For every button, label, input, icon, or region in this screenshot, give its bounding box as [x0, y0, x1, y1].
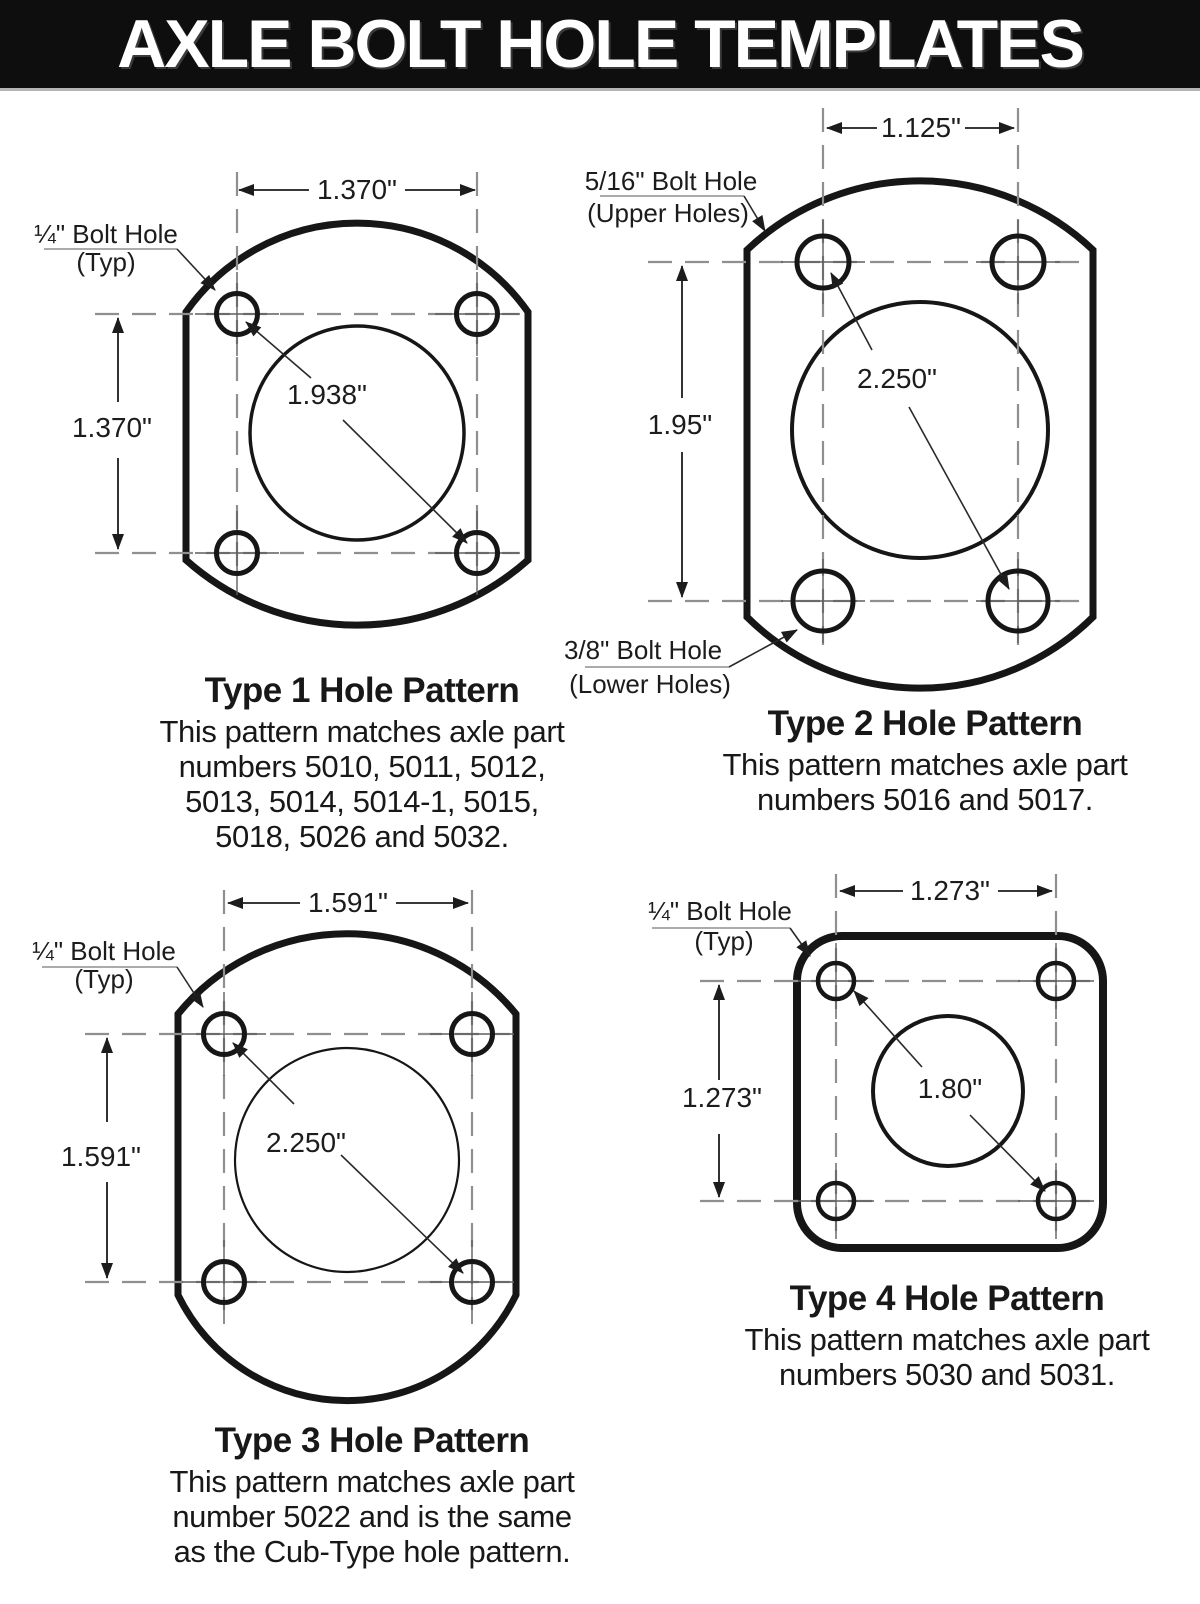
type4-diagonal-dimension: 1.80" [917, 1073, 983, 1104]
type4-bolt-hole-label: ¼" Bolt Hole [648, 896, 792, 926]
type2-height-dimension: 1.95" [647, 409, 713, 440]
type1-bolt-hole-label-typ: (Typ) [76, 247, 136, 277]
type3-desc-line: This pattern matches axle part [169, 1464, 575, 1499]
type2-upper-hole-label-sub: (Upper Holes) [587, 198, 749, 228]
type4-title: Type 4 Hole Pattern [789, 1279, 1105, 1318]
type3-caption [122, 1421, 622, 1569]
page-header [0, 0, 1200, 91]
type2-width-dimension: 1.125" [880, 112, 962, 143]
type4-caption [697, 1279, 1197, 1392]
type3-width-dimension: 1.591" [307, 887, 389, 918]
type2-lower-hole-label-sub: (Lower Holes) [569, 669, 731, 699]
type4-width-dimension: 1.273" [909, 875, 991, 906]
type1-diagonal-dimension: 1.938" [286, 379, 368, 410]
type2-center-circle [792, 302, 1048, 558]
type4-diagram [640, 865, 1120, 1260]
type4-bolt-hole-label-typ: (Typ) [694, 926, 754, 956]
type3-center-marks [182, 992, 514, 1324]
type1-height-dimension: 1.370" [71, 412, 153, 443]
type1-desc-line: This pattern matches axle part [159, 714, 565, 749]
type3-flange-outline [178, 934, 516, 1401]
type3-diagonal-dimension: 2.250" [265, 1127, 347, 1158]
type3-diagram [30, 878, 550, 1410]
type1-desc-line: 5018, 5026 and 5032. [215, 819, 509, 854]
type1-caption [112, 671, 612, 854]
type4-desc-line: numbers 5030 and 5031. [779, 1357, 1115, 1392]
page-title: AXLE BOLT HOLE TEMPLATES [117, 6, 1083, 82]
type1-desc-line: 5013, 5014, 5014-1, 5015, [185, 784, 539, 819]
type2-diagram [563, 100, 1120, 700]
type1-title: Type 1 Hole Pattern [204, 671, 520, 710]
type3-bolt-hole-label: ¼" Bolt Hole [32, 936, 176, 966]
type4-height-dimension: 1.273" [681, 1082, 763, 1113]
type3-height-dimension: 1.591" [60, 1141, 142, 1172]
type2-center-marks [781, 220, 1060, 643]
type3-bolt-hole-label-typ: (Typ) [74, 964, 134, 994]
type2-desc-line: numbers 5016 and 5017. [757, 782, 1093, 817]
type1-desc-line: numbers 5010, 5011, 5012, [178, 749, 546, 784]
type2-title: Type 2 Hole Pattern [767, 704, 1083, 743]
type3-title: Type 3 Hole Pattern [214, 1421, 530, 1460]
type4-desc-line: This pattern matches axle part [744, 1322, 1150, 1357]
type3-desc-line: number 5022 and is the same [172, 1499, 572, 1534]
type1-width-dimension: 1.370" [316, 174, 398, 205]
type3-desc-line: as the Cub-Type hole pattern. [173, 1534, 571, 1569]
type2-diagonal-dimension: 2.250" [856, 363, 938, 394]
type1-diagram [30, 160, 540, 640]
type2-desc-line: This pattern matches axle part [722, 747, 1128, 782]
type2-caption [675, 704, 1175, 817]
type1-bolt-hole-label: ¼" Bolt Hole [34, 219, 178, 249]
type2-upper-hole-label: 5/16" Bolt Hole [584, 166, 758, 196]
type2-lower-hole-label: 3/8" Bolt Hole [563, 635, 723, 665]
